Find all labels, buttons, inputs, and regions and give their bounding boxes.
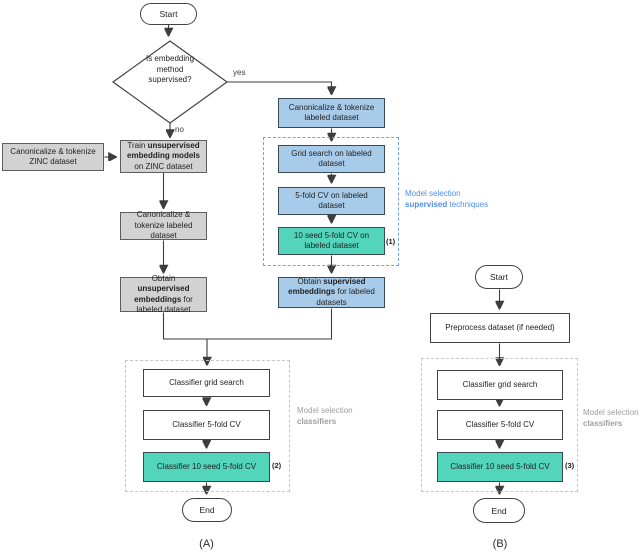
node-canonicalize-labeled-gray (120, 212, 207, 240)
label-no: no (175, 125, 184, 134)
node-text-pre: Obtain (151, 273, 176, 283)
node-obtain-supervised-embeddings (278, 277, 385, 308)
caption-b: (B) (492, 538, 508, 550)
start-terminator-b (475, 265, 523, 289)
node-classifier-10seed-5fold-cv-a (143, 452, 270, 482)
end-label-a: End (199, 505, 215, 515)
node-classifier-10seed-5fold-cv-b (437, 452, 563, 482)
node-text: Classifier 10 seed 5-fold CV (156, 461, 257, 471)
node-obtain-unsupervised-embeddings (120, 273, 207, 314)
ref-2: (2) (272, 461, 282, 470)
group-label-line1: Model selection (405, 189, 461, 198)
ref-1: (1) (386, 237, 396, 246)
group-label-line1: Model selection (297, 406, 353, 415)
node-classifier-grid-search-a (143, 369, 270, 397)
node-text: Canonicalize & tokenize ZINC dataset (10, 146, 96, 166)
end-terminator-a (182, 498, 232, 522)
decision-text: Is embedding method supervised? (145, 54, 195, 85)
node-text: Classifier grid search (169, 377, 244, 387)
node-text: Grid search on labeled dataset (291, 148, 372, 168)
end-terminator-b (473, 498, 525, 523)
group-label-line2-bold: classifiers (583, 418, 623, 428)
node-text: 10 seed 5-fold CV on labeled dataset (293, 230, 370, 250)
node-text: Canonicalize & tokenize labeled dataset (134, 210, 193, 241)
node-canonicalize-labeled-blue (278, 98, 385, 128)
node-text (283, 277, 380, 308)
group-label-line1: Model selection (583, 408, 639, 417)
node-classifier-grid-search-b (437, 370, 563, 400)
node-text: Classifier 5-fold CV (172, 419, 241, 429)
node-text: Canonicalize & tokenize labeled dataset (288, 102, 375, 122)
node-canonicalize-zinc (2, 143, 104, 171)
node-text-pre: Obtain (297, 276, 324, 286)
caption-a: (A) (199, 538, 214, 550)
node-preprocess-dataset (430, 313, 570, 343)
node-text-bold: supervised embeddings (288, 276, 366, 297)
node-text-pre: Train (127, 140, 148, 150)
start-terminator-a (140, 3, 197, 25)
end-label-b: End (491, 505, 507, 516)
node-text: Classifier 5-fold CV (465, 419, 535, 429)
node-grid-search-labeled (278, 145, 385, 173)
node-text-post: for labeled dataset (136, 294, 193, 314)
start-label-a: Start (159, 9, 178, 19)
group-label-classifiers-a (297, 406, 353, 428)
node-text-post: for labeled datasets (316, 287, 375, 307)
ref-3: (3) (565, 461, 575, 470)
node-classifier-5fold-cv-a (143, 410, 270, 440)
node-classifier-5fold-cv-b (437, 410, 563, 440)
node-text: Classifier grid search (462, 379, 538, 389)
group-label-line2-bold: supervised (405, 199, 448, 209)
node-text-post: on ZINC dataset (134, 161, 193, 171)
node-text: Preprocess dataset (if needed) (445, 322, 555, 332)
start-label-b: Start (490, 272, 508, 282)
node-10seed-5fold-cv-labeled (278, 227, 385, 255)
node-5fold-cv-labeled (278, 187, 385, 215)
group-label-supervised-techniques (405, 189, 488, 211)
node-text-bold: unsupervised embedding models (127, 140, 200, 161)
node-text: 5-fold CV on labeled dataset (295, 190, 368, 210)
node-text (125, 274, 202, 316)
node-text-bold: unsupervised embeddings (134, 284, 190, 304)
node-train-unsupervised-models (120, 140, 207, 173)
group-label-line2-bold: classifiers (297, 416, 337, 426)
node-text: Classifier 10 seed 5-fold CV (450, 461, 550, 471)
group-label-classifiers-b (583, 408, 639, 430)
node-text (125, 141, 202, 172)
group-label-line2-rest: techniques (447, 199, 489, 209)
label-yes: yes (233, 68, 246, 77)
